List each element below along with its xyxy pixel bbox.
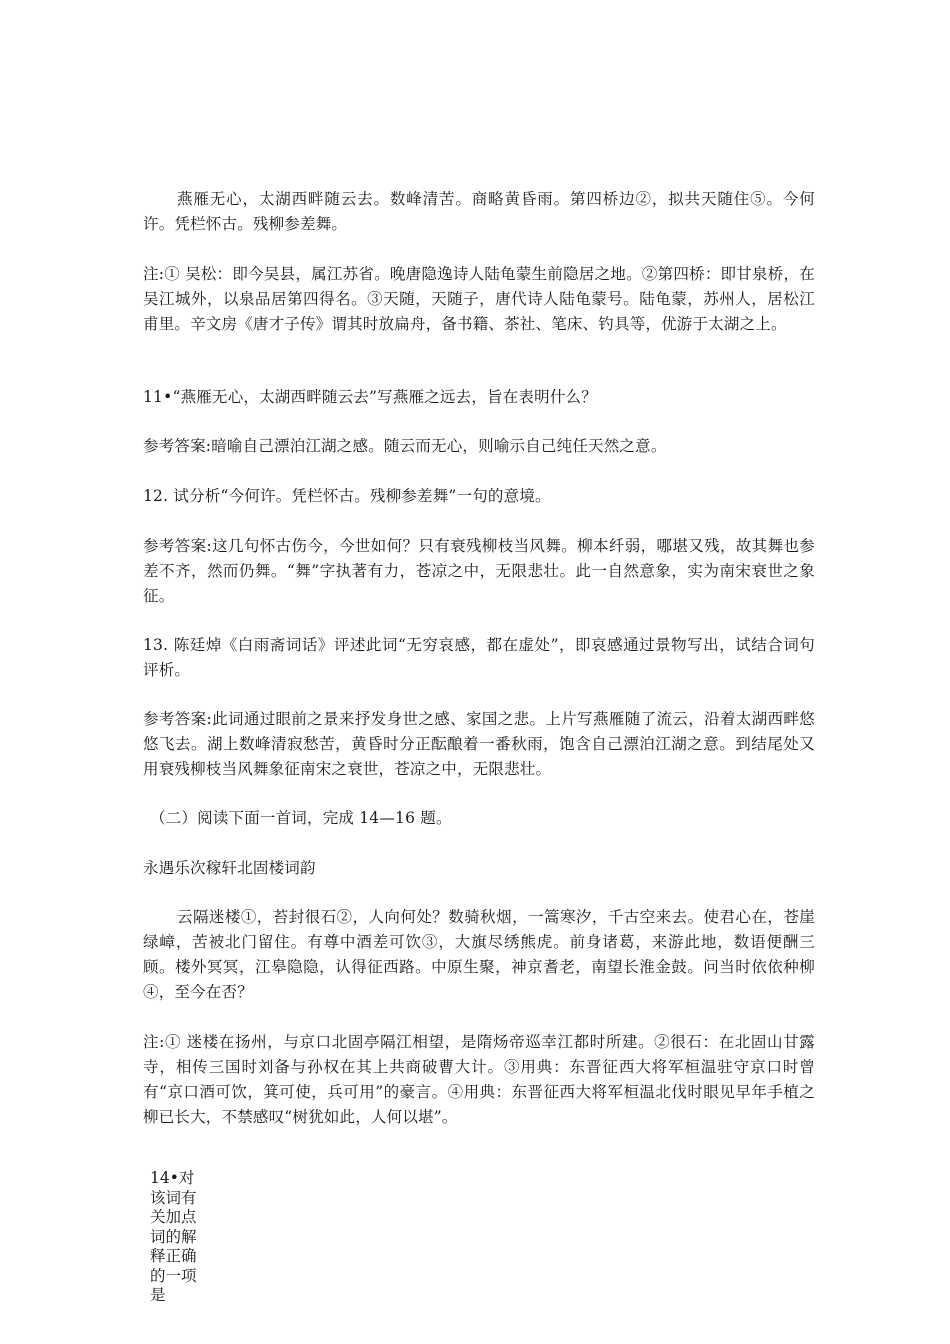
- answer-11: 参考答案:暗喻自己漂泊江湖之感。随云而无心，则喻示自己纯任天然之意。: [143, 437, 667, 455]
- poem1-notes: 注:① 吴松：即今吴县，属江苏省。晚唐隐逸诗人陆龟蒙生前隐居之地。②第四桥：即甘泉桥，在吴江城外，以泉品居第四得名。③天随，天随子，唐代诗人陆龟蒙号。陆龟蒙，苏州人，居松江甫里。辛文房《唐才子传》谓其时放扁舟，备书籍、茶社、笔床、钓具等，优游于太湖之上。: [143, 265, 815, 333]
- poem2-notes: 注:① 迷楼在扬州，与京口北固亭隔江相望，是隋炀帝巡幸江都时所建。②很石：在北固山甘露寺，相传三国时刘备与孙权在其上共商破曹大计。③用典：东晋征西大将军桓温驻守京口时曾有“京口酒可饮，箕可使，兵可用”的豪言。④用典：东晋征西大将军桓温北伐时眼见早年手植之柳已长大，不禁感叹“树犹如此，人何以堪”。: [143, 1033, 815, 1126]
- question-12: 12. 试分析“今何许。凭栏怀古。残柳参差舞”一句的意境。: [143, 487, 551, 505]
- question-14: 14•对该词有关加点词的解释正确的一项是: [150, 1169, 197, 1304]
- poem2-title: 永遇乐次稼轩北固楼词韵: [143, 859, 316, 877]
- poem1-text: 燕雁无心，太湖西畔随云去。数峰清苦。商略黄昏雨。第四桥边②，拟共天随住⑤。今何许。凭栏怀古。残柳参差舞。: [143, 190, 815, 233]
- section-heading: （二）阅读下面一首词，完成 14—16 题。: [150, 809, 452, 827]
- question-13: 13. 陈廷焯《白雨斋词话》评述此词“无穷哀感，都在虚处”，即哀感通过景物写出，试结合词句评析。: [143, 636, 815, 679]
- poem2-text: 云隔迷楼①，苔封很石②，人向何处？数骑秋烟，一篙寒汐，千古空来去。使君心在，苍崖绿嶂，苦被北门留住。有尊中酒差可饮③，大旗尽绣熊虎。前身诸葛，来游此地，数语便酬三顾。楼外冥冥，江皋隐隐，认得征西路。中原生聚，神京耆老，南望长淮金鼓。问当时依依种柳④，至今在否？: [143, 908, 815, 1001]
- question-11: 11•“燕雁无心，太湖西畔随云去”写燕雁之远去，旨在表明什么？: [143, 388, 597, 406]
- answer-13: 参考答案:此词通过眼前之景来抒发身世之感、家国之悲。上片写燕雁随了流云，沿着太湖西畔悠悠飞去。湖上数峰清寂愁苦，黄昏时分正酝酿着一番秋雨，饱含自己漂泊江湖之意。到结尾处又用衰残柳枝当风舞象征南宋之衰世，苍凉之中，无限悲壮。: [143, 710, 815, 778]
- answer-12: 参考答案:这几句怀古伤今，今世如何？只有衰残柳枝当风舞。柳本纤弱，哪堪又残，故其舞也参差不齐，然而仍舞。“舞”字执著有力，苍凉之中，无限悲壮。此一自然意象，实为南宋衰世之象征。: [143, 537, 815, 605]
